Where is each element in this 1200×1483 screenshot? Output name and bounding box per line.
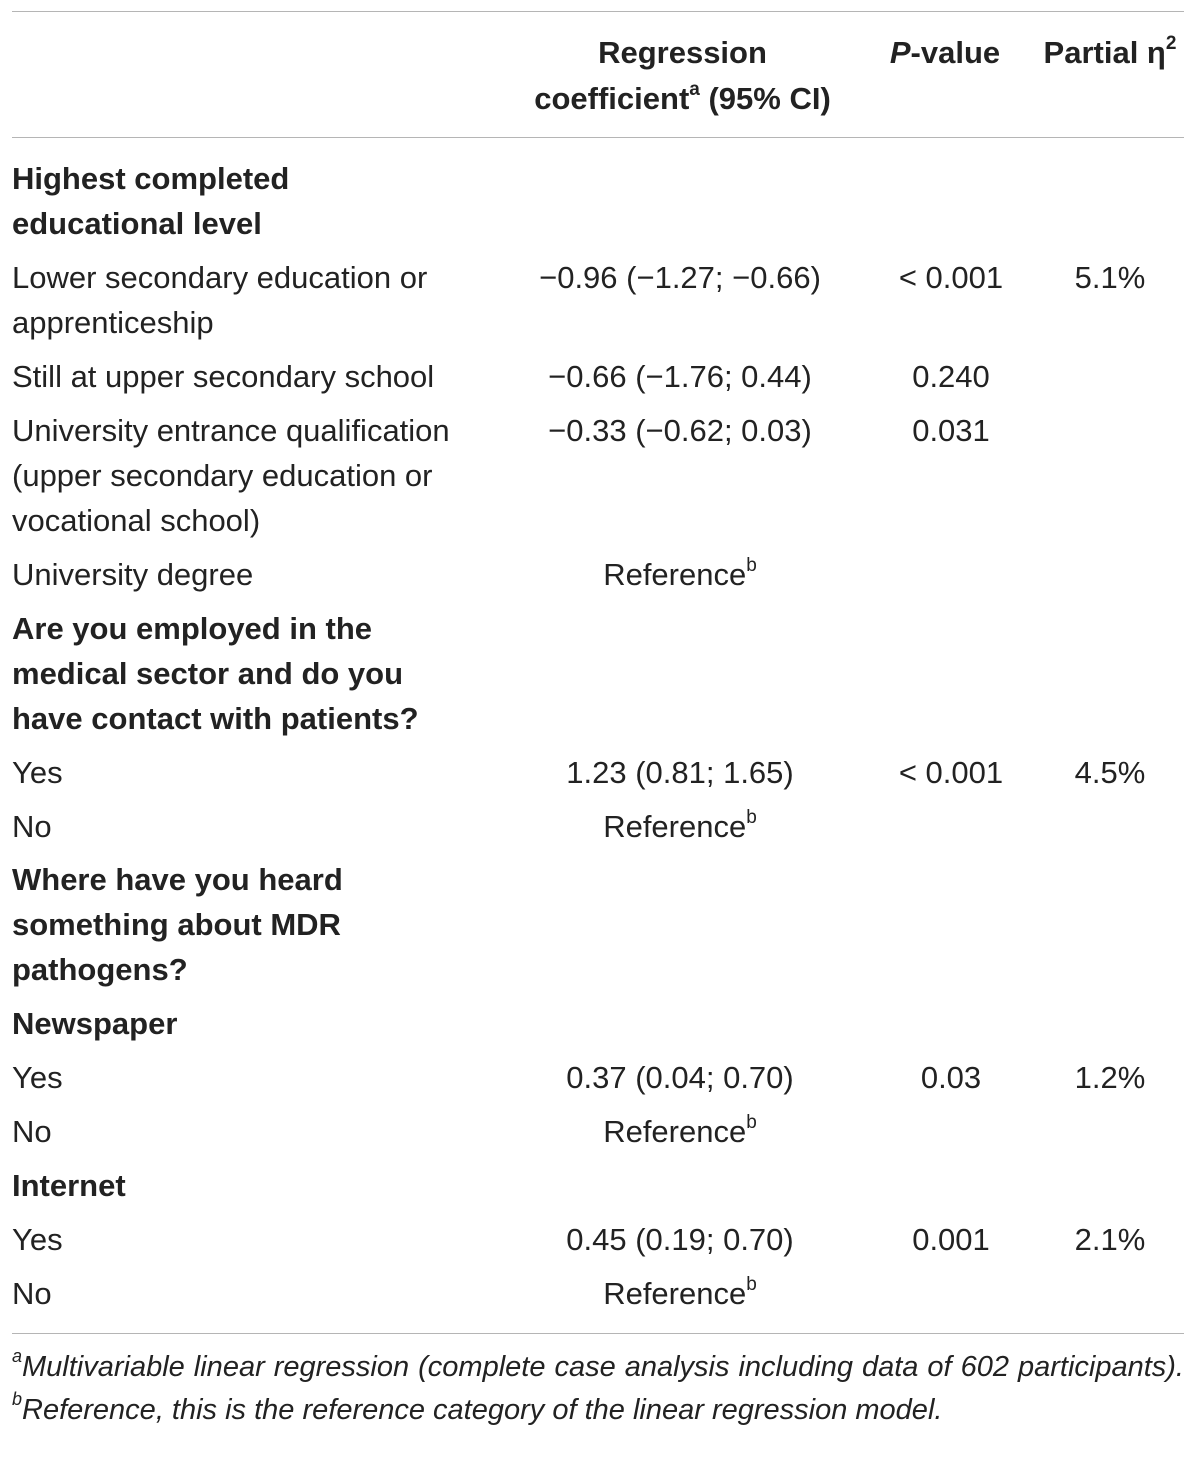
reference-sup: b [746, 1273, 757, 1295]
header-coefficient-line1: Regression [598, 35, 767, 70]
row-label: No [12, 809, 52, 844]
row-pvalue: 0.031 [912, 413, 990, 448]
section-title-newspaper: Newspaper [12, 1006, 178, 1041]
table-bottom-rule [12, 1333, 1184, 1334]
section-title-medical: Are you employed in the medical sector and do you have contact with patients? [12, 611, 419, 736]
reference-sup: b [746, 806, 757, 828]
row-partial-eta: 2.1% [1074, 1222, 1146, 1257]
row-label: No [12, 1114, 52, 1149]
row-label: Yes [12, 1222, 63, 1257]
table-footnote [12, 1346, 1184, 1432]
section-title-internet: Internet [12, 1168, 126, 1203]
row-label: Still at upper secondary school [12, 359, 435, 394]
reference-label [500, 1271, 860, 1316]
header-coefficient-ci: (95% CI) [699, 81, 831, 116]
section-title-education: Highest completed educational level [12, 161, 290, 241]
row-label: Yes [12, 1060, 63, 1095]
row-partial-eta: 1.2% [1074, 1060, 1146, 1095]
row-partial-eta: 4.5% [1074, 755, 1146, 790]
header-p-italic: P [889, 35, 911, 70]
header-p-rest: -value [910, 35, 1001, 70]
row-pvalue: < 0.001 [898, 755, 1004, 790]
footnote-b-text: Reference, this is the reference category of the linear regression model. [22, 1394, 943, 1426]
row-pvalue: < 0.001 [898, 260, 1004, 295]
header-coefficient-sup: a [689, 78, 700, 100]
row-coefficient: 1.23 (0.81; 1.65) [566, 755, 794, 790]
reference-sup: b [746, 554, 757, 576]
header-pvalue [870, 30, 1020, 76]
reference-text: Reference [603, 809, 747, 844]
row-coefficient: −0.96 (−1.27; −0.66) [539, 260, 821, 295]
section-title-heard: Where have you heard something about MDR pathogens? [12, 862, 343, 987]
footnote-a-text: Multivariable linear regression (complete case analysis including data of 602 participants). [22, 1351, 1184, 1383]
row-coefficient: −0.66 (−1.76; 0.44) [548, 359, 812, 394]
row-label: Yes [12, 755, 63, 790]
reference-label [500, 804, 860, 849]
reference-text: Reference [603, 557, 747, 592]
header-coefficient-line2: coefficient [534, 81, 690, 116]
reference-text: Reference [603, 1276, 747, 1311]
reference-text: Reference [603, 1114, 747, 1149]
header-partial-eta [1030, 30, 1190, 76]
reference-sup: b [746, 1111, 757, 1133]
row-coefficient: −0.33 (−0.62; 0.03) [548, 413, 812, 448]
header-bottom-rule [12, 137, 1184, 138]
footnote-b-mark: b [12, 1389, 23, 1410]
reference-label [500, 1109, 860, 1154]
row-coefficient: 0.45 (0.19; 0.70) [566, 1222, 794, 1257]
header-eta-sup: 2 [1165, 32, 1177, 54]
row-pvalue: 0.240 [912, 359, 990, 394]
footnote-a-mark: a [12, 1346, 23, 1367]
row-label: University degree [12, 557, 254, 592]
row-pvalue: 0.001 [912, 1222, 990, 1257]
header-eta-label: Partial η [1043, 35, 1166, 70]
row-pvalue: 0.03 [920, 1060, 982, 1095]
row-partial-eta: 5.1% [1074, 260, 1146, 295]
row-label: No [12, 1276, 52, 1311]
reference-label [500, 552, 860, 597]
header-coefficient [500, 30, 865, 122]
row-coefficient: 0.37 (0.04; 0.70) [566, 1060, 794, 1095]
table-top-rule [12, 11, 1184, 12]
row-label: Lower secondary education or apprenticeship [12, 260, 428, 340]
row-label: University entrance qualification (upper secondary education or vocational school) [12, 413, 450, 538]
